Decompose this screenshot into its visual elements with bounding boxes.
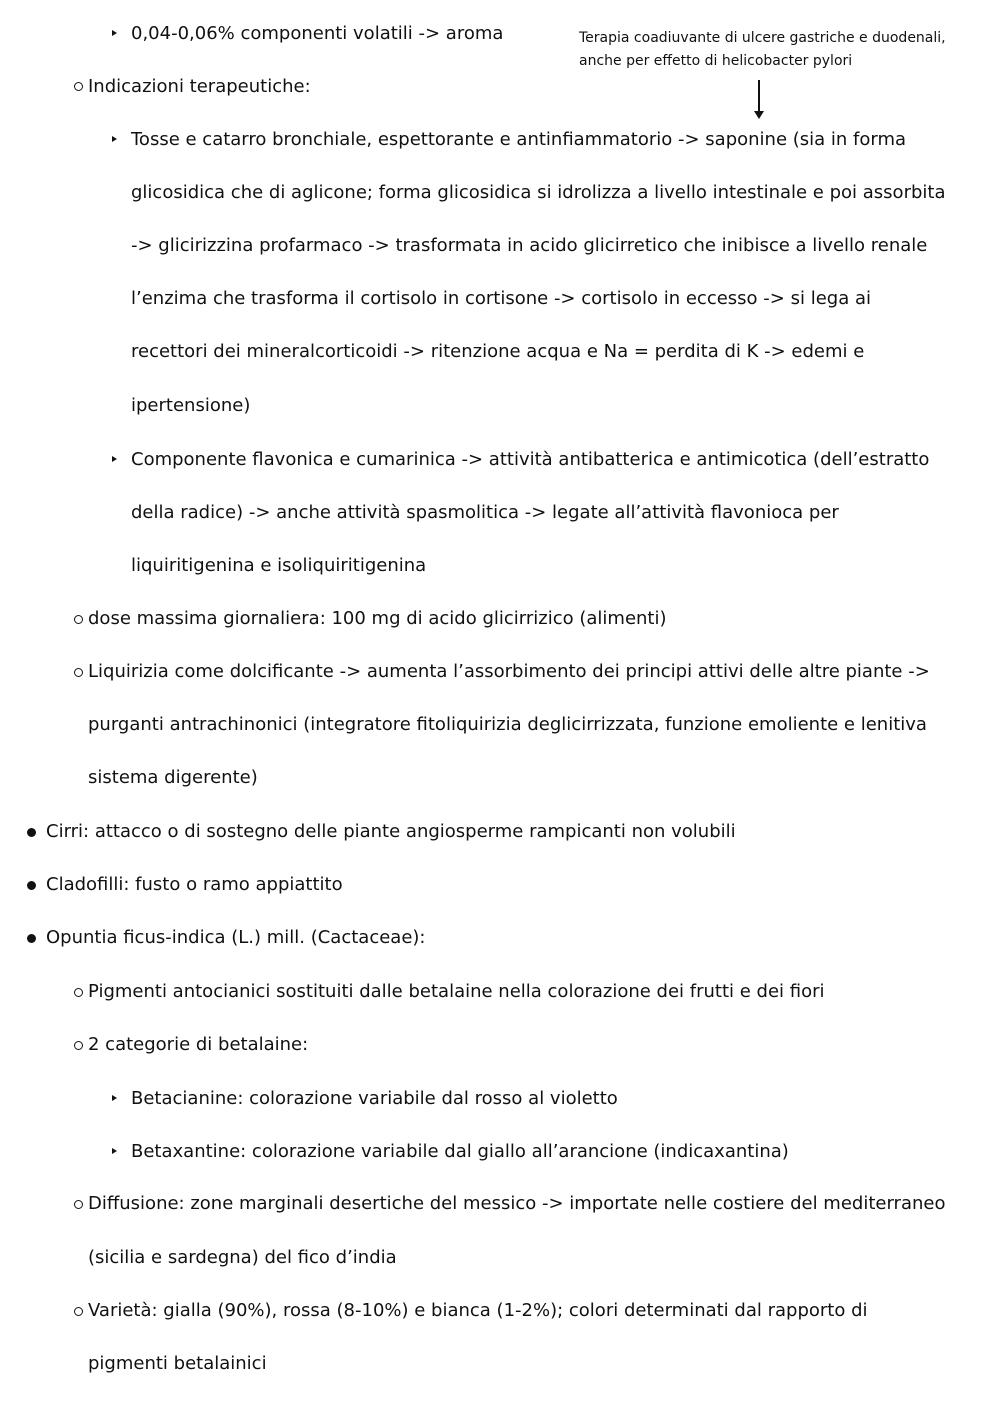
list-item-text: Cirri: attacco o di sostegno delle piante angiosperme rampicanti non volubili xyxy=(46,821,736,842)
list-item-text: Varietà: gialla (90%), rossa (8-10%) e bianca (1-2%); colori determinati dal rapporto di xyxy=(88,1300,868,1321)
list-item-text: Indicazioni terapeutiche: xyxy=(88,76,311,97)
list-item-text: Diffusione: zone marginali desertiche del messico -> importate nelle costiere del mediterraneo xyxy=(88,1193,946,1214)
list-item-text: Opuntia ficus-indica (L.) mill. (Cactaceae): xyxy=(46,927,426,948)
list-item-continuation: liquiritigenina e isoliquiritigenina xyxy=(131,555,427,576)
disc-bullet-icon xyxy=(27,934,36,943)
list-item-text: 0,04-0,06% componenti volatili -> aroma xyxy=(131,23,504,44)
list-item-continuation: recettori dei mineralcorticoidi -> ritenzione acqua e Na = perdita di K -> edemi e xyxy=(131,341,865,362)
list-item-text: Cladofilli: fusto o ramo appiattito xyxy=(46,874,343,895)
margin-note-line-1: Terapia coadiuvante di ulcere gastriche e duodenali, xyxy=(579,30,946,46)
list-item-continuation: pigmenti betalainici xyxy=(88,1353,267,1374)
note-arrow-shaft xyxy=(758,80,760,112)
circle-bullet-icon xyxy=(74,988,83,997)
circle-bullet-icon xyxy=(74,1200,83,1209)
circle-bullet-icon xyxy=(74,668,83,677)
list-item-continuation: -> glicirizzina profarmaco -> trasformata in acido glicirretico che inibisce a livello renale xyxy=(131,235,928,256)
list-item-continuation: della radice) -> anche attività spasmolitica -> legate all’attività flavonioca per xyxy=(131,502,839,523)
circle-bullet-icon xyxy=(74,615,83,624)
list-item-continuation: glicosidica che di aglicone; forma glicosidica si idrolizza a livello intestinale e poi assorbita xyxy=(131,182,946,203)
disc-bullet-icon xyxy=(27,881,36,890)
list-item-text: 2 categorie di betalaine: xyxy=(88,1034,309,1055)
list-item-text: Tosse e catarro bronchiale, espettorante e antinfiammatorio -> saponine (sia in forma xyxy=(131,129,907,150)
circle-bullet-icon xyxy=(74,1041,83,1050)
margin-note-line-2: anche per effetto di helicobacter pylori xyxy=(579,53,853,69)
triangle-bullet-icon xyxy=(112,456,117,462)
list-item-text: Betacianine: colorazione variabile dal rosso al violetto xyxy=(131,1088,618,1109)
list-item-text: dose massima giornaliera: 100 mg di acido glicirrizico (alimenti) xyxy=(88,608,667,629)
note-arrow-head-icon xyxy=(754,111,764,119)
circle-bullet-icon xyxy=(74,1307,83,1316)
triangle-bullet-icon xyxy=(112,136,117,142)
list-item-continuation: sistema digerente) xyxy=(88,767,258,788)
list-item-continuation: purganti antrachinonici (integratore fitoliquirizia deglicirrizzata, funzione emoliente e lenitiva xyxy=(88,714,927,735)
circle-bullet-icon xyxy=(74,82,83,91)
triangle-bullet-icon xyxy=(112,1148,117,1154)
list-item-text: Liquirizia come dolcificante -> aumenta l’assorbimento dei principi attivi delle altre piante -> xyxy=(88,661,930,682)
triangle-bullet-icon xyxy=(112,30,117,36)
list-item-text: Componente flavonica e cumarinica -> attività antibatterica e antimicotica (dell’estratto xyxy=(131,449,930,470)
list-item-continuation: (sicilia e sardegna) del fico d’india xyxy=(88,1247,397,1268)
triangle-bullet-icon xyxy=(112,1095,117,1101)
list-item-continuation: l’enzima che trasforma il cortisolo in cortisone -> cortisolo in eccesso -> si lega ai xyxy=(131,288,871,309)
list-item-text: Pigmenti antocianici sostituiti dalle betalaine nella colorazione dei frutti e dei fiori xyxy=(88,981,825,1002)
list-item-continuation: ipertensione) xyxy=(131,395,251,416)
list-item-text: Betaxantine: colorazione variabile dal giallo all’arancione (indicaxantina) xyxy=(131,1141,789,1162)
disc-bullet-icon xyxy=(27,828,36,837)
